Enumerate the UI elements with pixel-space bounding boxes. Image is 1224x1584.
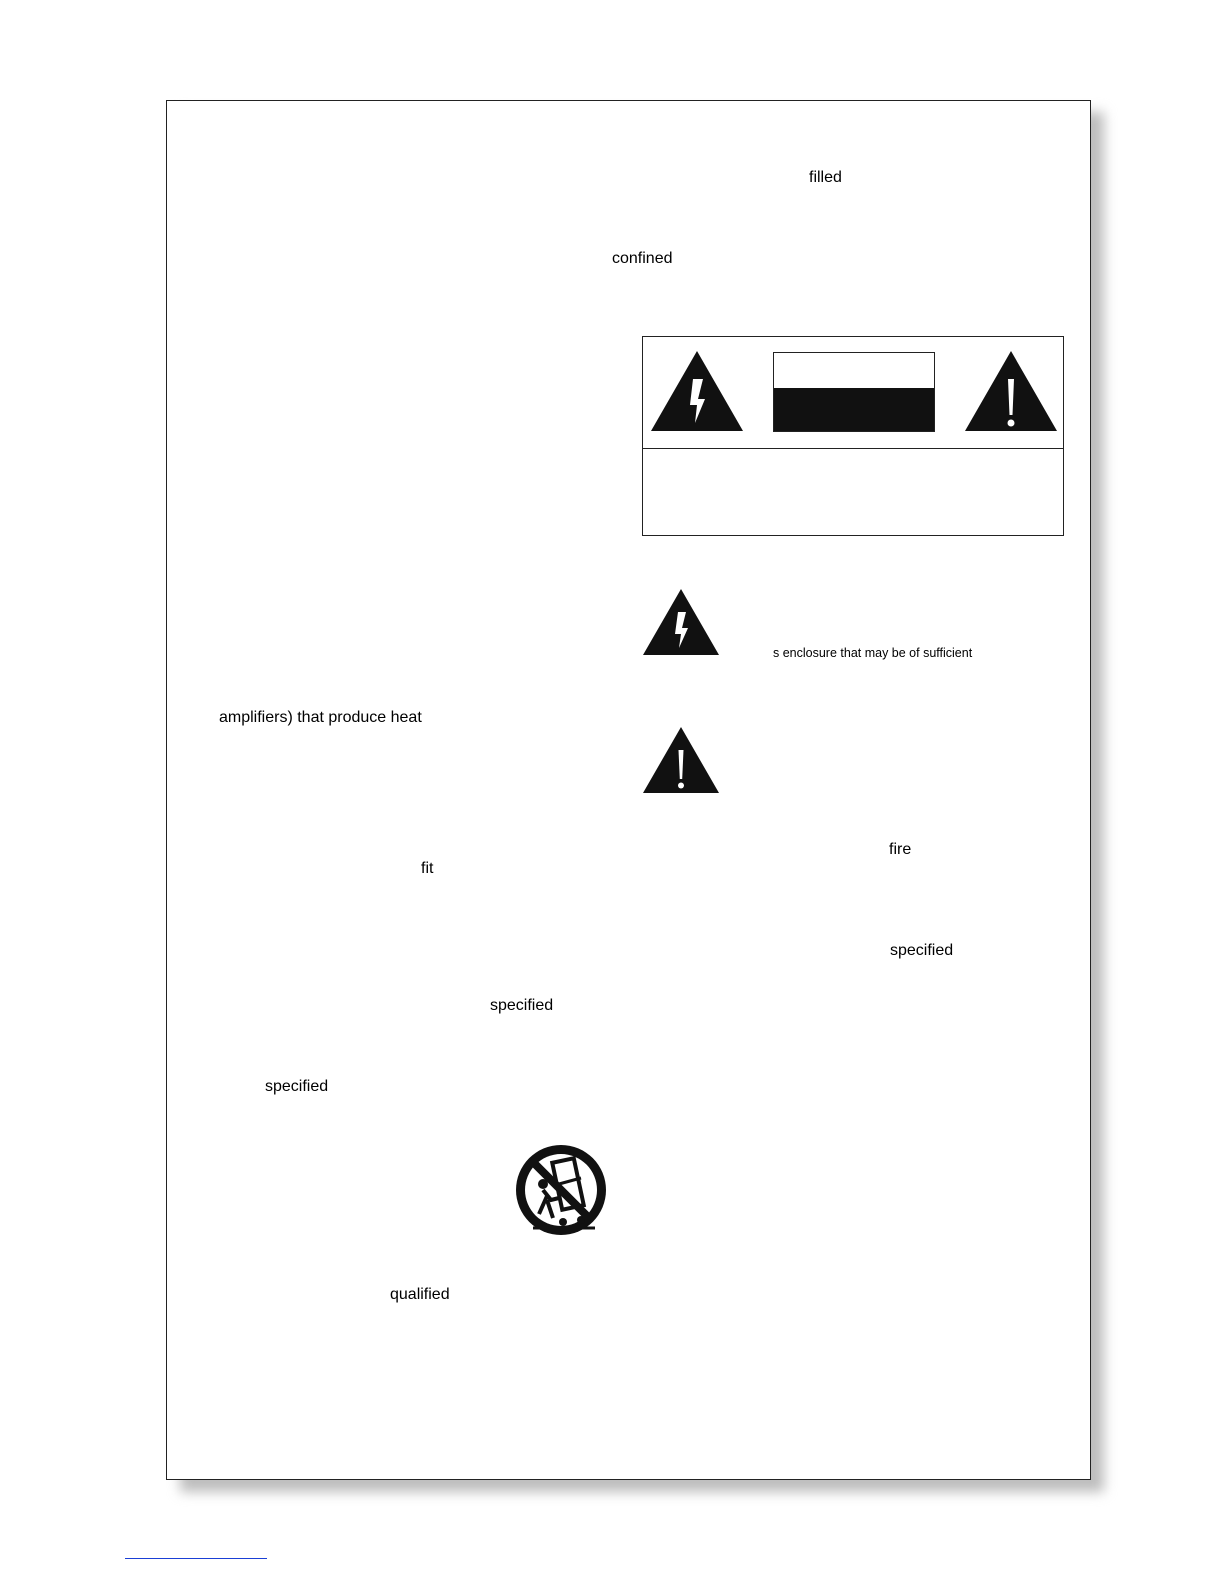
- lightning-triangle-icon: [649, 349, 745, 433]
- lightning-triangle-icon: [642, 588, 720, 656]
- text-enclosure-sufficient: s enclosure that may be of sufficient: [773, 646, 973, 660]
- text-qualified: qualified: [390, 1286, 450, 1303]
- exclamation-triangle-icon: [642, 726, 720, 794]
- exclamation-triangle-icon: [963, 349, 1059, 433]
- text-specified-left-1: specified: [490, 997, 554, 1014]
- warning-box-divider: [643, 448, 1063, 449]
- warning-label-box: [642, 336, 1064, 536]
- text-specified-right: specified: [890, 942, 954, 959]
- text-fire: fire: [889, 841, 912, 858]
- text-amplifiers-heat: amplifiers) that produce heat: [219, 709, 422, 726]
- text-filled: filled: [809, 169, 842, 186]
- footer-link-underline: [125, 1558, 267, 1559]
- caution-label: [773, 352, 935, 432]
- page-frame: [166, 100, 1091, 1480]
- text-confined: confined: [612, 250, 673, 267]
- caution-label-bar: [774, 388, 934, 431]
- text-fit: fit: [421, 860, 434, 877]
- cart-tipover-warning-icon: [513, 1142, 609, 1240]
- text-specified-left-2: specified: [265, 1078, 329, 1095]
